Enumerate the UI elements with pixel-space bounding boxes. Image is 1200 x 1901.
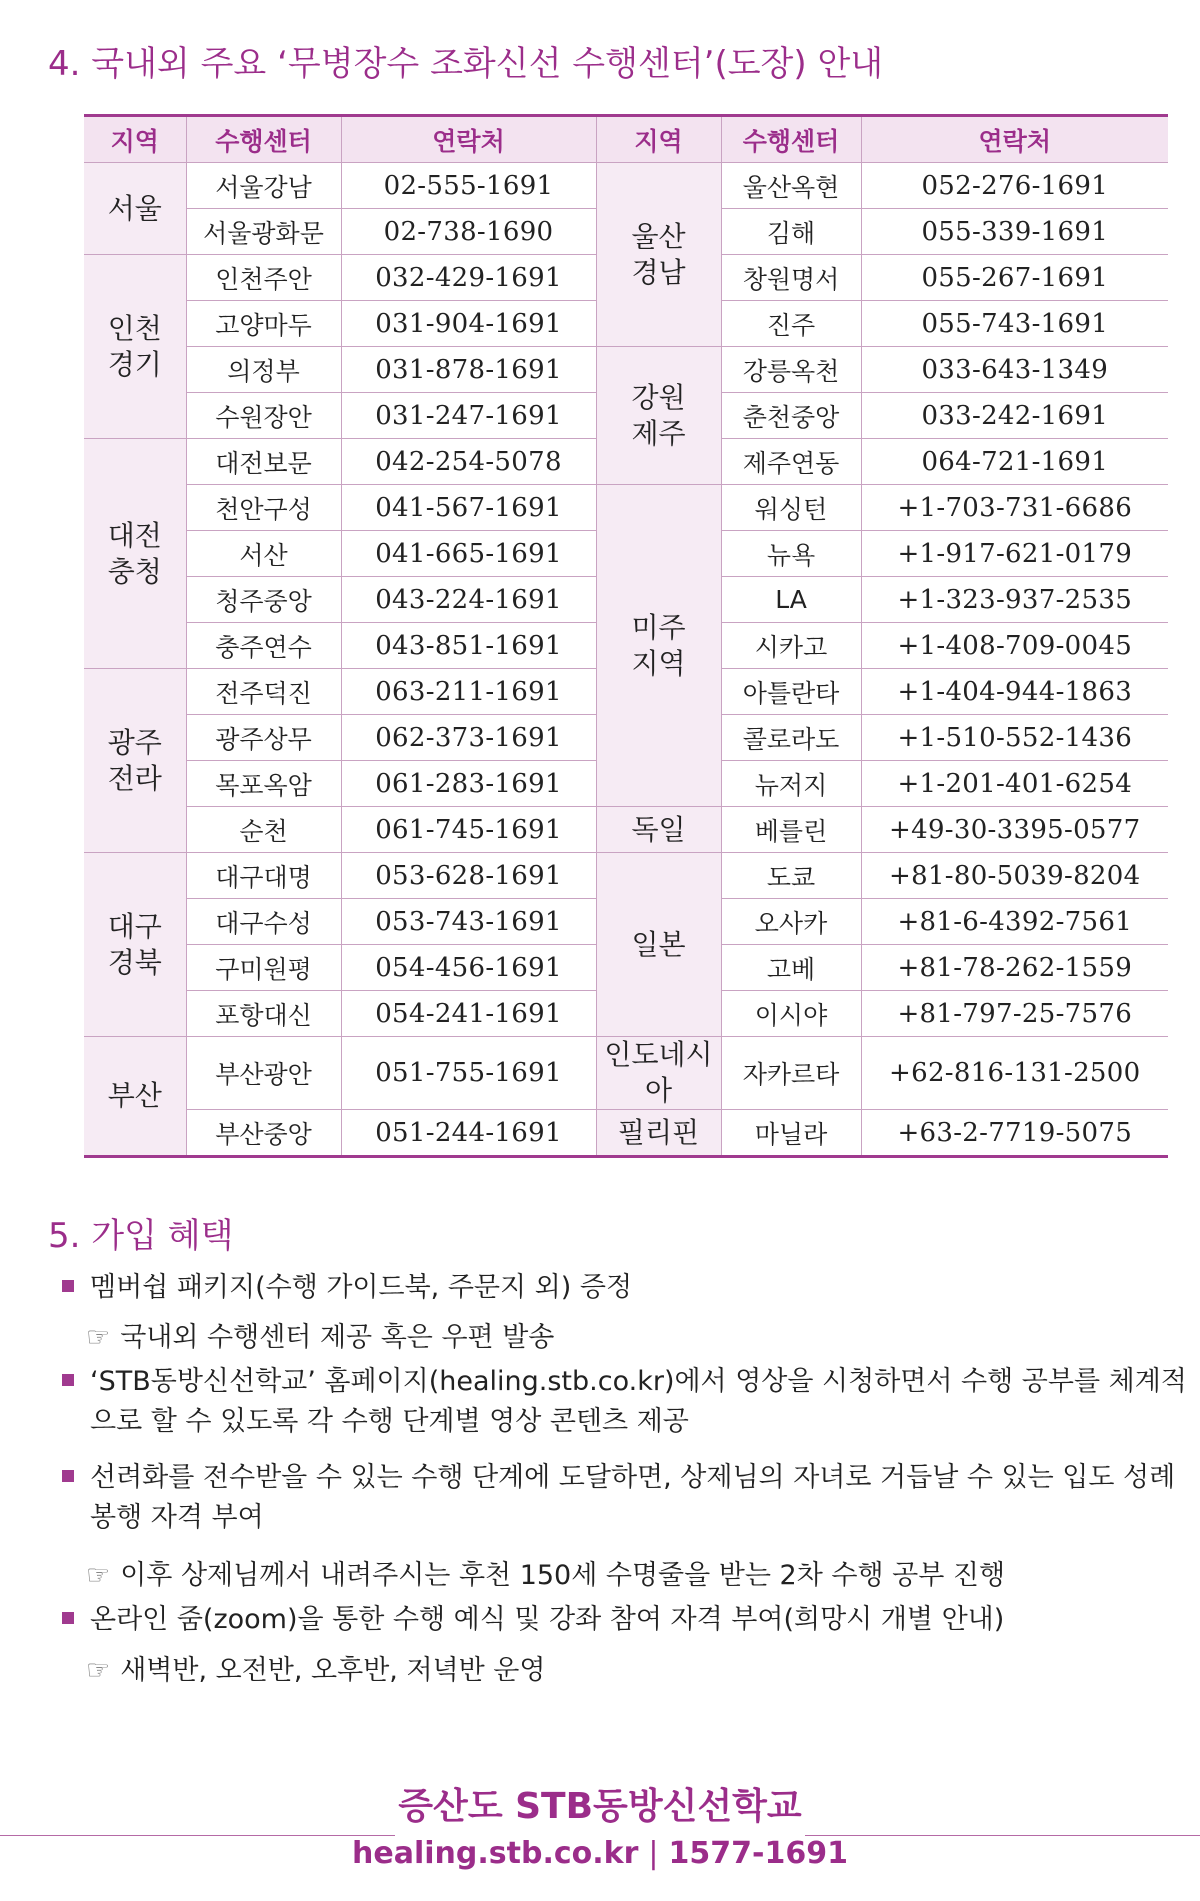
center-phone: 02-738-1690 — [341, 209, 596, 255]
pointing-hand-icon: ☞ — [86, 1560, 111, 1591]
region-cell — [596, 807, 721, 853]
center-phone: 055-743-1691 — [861, 301, 1168, 347]
region-label: 경기 — [107, 347, 162, 381]
center-phone: 051-755-1691 — [341, 1037, 596, 1110]
center-name: 부산광안 — [186, 1037, 341, 1110]
bullet-square-icon — [62, 1280, 74, 1292]
region-label: 부산 — [107, 1079, 162, 1112]
center-phone: +62-816-131-2500 — [861, 1037, 1168, 1110]
center-phone: 031-904-1691 — [341, 301, 596, 347]
center-phone: 031-247-1691 — [341, 393, 596, 439]
pointing-hand-icon: ☞ — [86, 1322, 111, 1353]
center-name: 시카고 — [721, 623, 861, 669]
benefit-note — [86, 1648, 545, 1687]
region-label: 경남 — [631, 255, 686, 289]
benefit-item — [62, 1600, 1162, 1640]
center-phone: +81-80-5039-8204 — [861, 853, 1168, 899]
center-name: 인천주안 — [186, 255, 341, 301]
center-name: 뉴저지 — [721, 761, 861, 807]
footer-contact — [0, 1836, 1200, 1871]
table-row — [84, 1110, 1168, 1157]
center-phone: +1-408-709-0045 — [861, 623, 1168, 669]
region-label: 충청 — [107, 554, 162, 588]
bullet-square-icon — [62, 1470, 74, 1482]
center-name: 의정부 — [186, 347, 341, 393]
center-name: 수원장안 — [186, 393, 341, 439]
region-label: 강원 — [631, 380, 686, 414]
region-label: 광주 — [107, 725, 162, 759]
section-4-title: 4. 국내외 주요 ‘무병장수 조화신선 수행센터’(도장) 안내 — [48, 44, 884, 84]
section-5-title: 5. 가입 혜택 — [48, 1216, 234, 1256]
center-name: 광주상무 — [186, 715, 341, 761]
center-name: 강릉옥천 — [721, 347, 861, 393]
center-name: 서울강남 — [186, 163, 341, 209]
center-phone: 055-339-1691 — [861, 209, 1168, 255]
region-cell — [84, 163, 186, 255]
table-header-row — [84, 116, 1168, 163]
center-phone: 063-211-1691 — [341, 669, 596, 715]
center-phone: 061-283-1691 — [341, 761, 596, 807]
center-name: 대구대명 — [186, 853, 341, 899]
bullet-square-icon — [62, 1612, 74, 1624]
center-name: 자카르타 — [721, 1037, 861, 1110]
center-name: 목포옥암 — [186, 761, 341, 807]
center-phone: 062-373-1691 — [341, 715, 596, 761]
center-phone: +1-703-731-6686 — [861, 485, 1168, 531]
center-phone: 064-721-1691 — [861, 439, 1168, 485]
center-phone: 054-241-1691 — [341, 991, 596, 1037]
center-directory-table — [84, 114, 1168, 1158]
region-label: 제주 — [631, 416, 686, 450]
region-label: 서울 — [107, 191, 162, 225]
footer-separator: | — [648, 1836, 659, 1871]
region-cell — [596, 1037, 721, 1110]
center-name: 김해 — [721, 209, 861, 255]
center-phone: +1-510-552-1436 — [861, 715, 1168, 761]
table-row — [84, 485, 1168, 531]
header-contact: 연락처 — [861, 116, 1168, 163]
center-name: 서산 — [186, 531, 341, 577]
region-label: 전라 — [107, 761, 162, 795]
header-contact: 연락처 — [341, 116, 596, 163]
region-cell — [596, 853, 721, 1037]
benefit-note-text: 이후 상제님께서 내려주시는 후천 150세 수명줄을 받는 2차 수행 공부 진행 — [120, 1560, 1006, 1591]
header-center: 수행센터 — [721, 116, 861, 163]
center-phone: 055-267-1691 — [861, 255, 1168, 301]
benefit-item — [62, 1458, 1190, 1538]
region-cell — [596, 347, 721, 485]
benefit-text: ‘STB동방신선학교’ 홈페이지(healing.stb.co.kr)에서 영상을 시청하면서 수행 공부를 체계적으로 할 수 있도록 각 수행 단계별 영상 콘텐츠 제공 — [90, 1366, 1187, 1437]
region-cell — [596, 485, 721, 807]
region-cell — [84, 853, 186, 1037]
table-body — [84, 163, 1168, 1157]
benefit-note — [86, 1553, 1005, 1592]
header-region: 지역 — [596, 116, 721, 163]
benefit-note — [86, 1315, 554, 1354]
table-row — [84, 807, 1168, 853]
region-label: 일본 — [631, 927, 686, 961]
center-name: 천안구성 — [186, 485, 341, 531]
center-phone: 052-276-1691 — [861, 163, 1168, 209]
table-row — [84, 853, 1168, 899]
center-name: 창원명서 — [721, 255, 861, 301]
center-name: 진주 — [721, 301, 861, 347]
benefit-text: 멤버쉽 패키지(수행 가이드북, 주문지 외) 증정 — [90, 1272, 633, 1303]
region-label: 경북 — [107, 945, 162, 979]
footer-url-link[interactable]: healing.stb.co.kr — [352, 1836, 639, 1871]
pointing-hand-icon: ☞ — [86, 1655, 111, 1686]
center-phone: +1-201-401-6254 — [861, 761, 1168, 807]
center-phone: +63-2-7719-5075 — [861, 1110, 1168, 1157]
center-phone: +81-78-262-1559 — [861, 945, 1168, 991]
benefit-item — [62, 1362, 1190, 1442]
center-name: 청주중앙 — [186, 577, 341, 623]
center-name: 부산중앙 — [186, 1110, 341, 1157]
center-name: 충주연수 — [186, 623, 341, 669]
center-phone: 042-254-5078 — [341, 439, 596, 485]
center-name: 고양마두 — [186, 301, 341, 347]
region-label: 대전 — [107, 518, 162, 552]
region-label: 울산 — [631, 219, 686, 253]
center-name: 도쿄 — [721, 853, 861, 899]
center-name: 콜로라도 — [721, 715, 861, 761]
center-name: 대전보문 — [186, 439, 341, 485]
table-row — [84, 163, 1168, 209]
center-phone: 033-242-1691 — [861, 393, 1168, 439]
center-phone: 041-665-1691 — [341, 531, 596, 577]
center-name: 뉴욕 — [721, 531, 861, 577]
benefit-text: 온라인 줌(zoom)을 통한 수행 예식 및 강좌 참여 자격 부여(희망시 개별 안내) — [90, 1604, 1005, 1635]
center-name: 아틀란타 — [721, 669, 861, 715]
region-label: 독일 — [631, 812, 686, 846]
center-name: 대구수성 — [186, 899, 341, 945]
region-cell — [84, 1037, 186, 1157]
center-phone: +1-404-944-1863 — [861, 669, 1168, 715]
center-phone: 054-456-1691 — [341, 945, 596, 991]
bullet-square-icon — [62, 1374, 74, 1386]
center-phone: 051-244-1691 — [341, 1110, 596, 1157]
center-phone: +49-30-3395-0577 — [861, 807, 1168, 853]
footer-phone: 1577-1691 — [668, 1836, 848, 1871]
footer-organization-name: 증산도 STB동방신선학교 — [398, 1786, 802, 1827]
center-phone: +81-6-4392-7561 — [861, 899, 1168, 945]
center-phone: +1-323-937-2535 — [861, 577, 1168, 623]
center-name: 워싱턴 — [721, 485, 861, 531]
center-phone: +1-917-621-0179 — [861, 531, 1168, 577]
center-phone: 041-567-1691 — [341, 485, 596, 531]
center-name: 울산옥현 — [721, 163, 861, 209]
center-phone: 032-429-1691 — [341, 255, 596, 301]
center-name: 전주덕진 — [186, 669, 341, 715]
region-cell — [596, 1110, 721, 1157]
center-phone: 02-555-1691 — [341, 163, 596, 209]
center-phone: 053-628-1691 — [341, 853, 596, 899]
center-name: 고베 — [721, 945, 861, 991]
center-name: 춘천중앙 — [721, 393, 861, 439]
region-cell — [84, 439, 186, 669]
center-phone: +81-797-25-7576 — [861, 991, 1168, 1037]
center-name: 구미원평 — [186, 945, 341, 991]
center-phone: 053-743-1691 — [341, 899, 596, 945]
region-label: 인천 — [107, 311, 162, 345]
region-label: 미주 — [631, 610, 686, 644]
table-row — [84, 1037, 1168, 1110]
center-name: 오사카 — [721, 899, 861, 945]
benefit-note-text: 새벽반, 오전반, 오후반, 저녁반 운영 — [120, 1655, 546, 1686]
benefit-item — [62, 1268, 1162, 1308]
center-name: 순천 — [186, 807, 341, 853]
center-name: LA — [721, 577, 861, 623]
region-cell — [84, 255, 186, 439]
benefit-note-text: 국내외 수행센터 제공 혹은 우편 발송 — [120, 1322, 555, 1353]
center-name: 포항대신 — [186, 991, 341, 1037]
region-cell — [596, 163, 721, 347]
center-name: 마닐라 — [721, 1110, 861, 1157]
center-phone: 031-878-1691 — [341, 347, 596, 393]
region-label: 필리핀 — [617, 1115, 700, 1149]
region-label: 인도네시아 — [604, 1038, 713, 1107]
center-name: 서울광화문 — [186, 209, 341, 255]
region-cell — [84, 669, 186, 853]
center-name: 이시야 — [721, 991, 861, 1037]
table-row — [84, 347, 1168, 393]
header-center: 수행센터 — [186, 116, 341, 163]
center-phone: 033-643-1349 — [861, 347, 1168, 393]
center-phone: 043-224-1691 — [341, 577, 596, 623]
benefit-text: 선려화를 전수받을 수 있는 수행 단계에 도달하면, 상제님의 자녀로 거듭날 수 있는 입도 성례 봉행 자격 부여 — [90, 1462, 1176, 1533]
center-phone: 043-851-1691 — [341, 623, 596, 669]
region-label: 대구 — [107, 909, 162, 943]
header-region: 지역 — [84, 116, 186, 163]
region-label: 지역 — [631, 646, 686, 680]
center-phone: 061-745-1691 — [341, 807, 596, 853]
center-name: 베를린 — [721, 807, 861, 853]
center-name: 제주연동 — [721, 439, 861, 485]
